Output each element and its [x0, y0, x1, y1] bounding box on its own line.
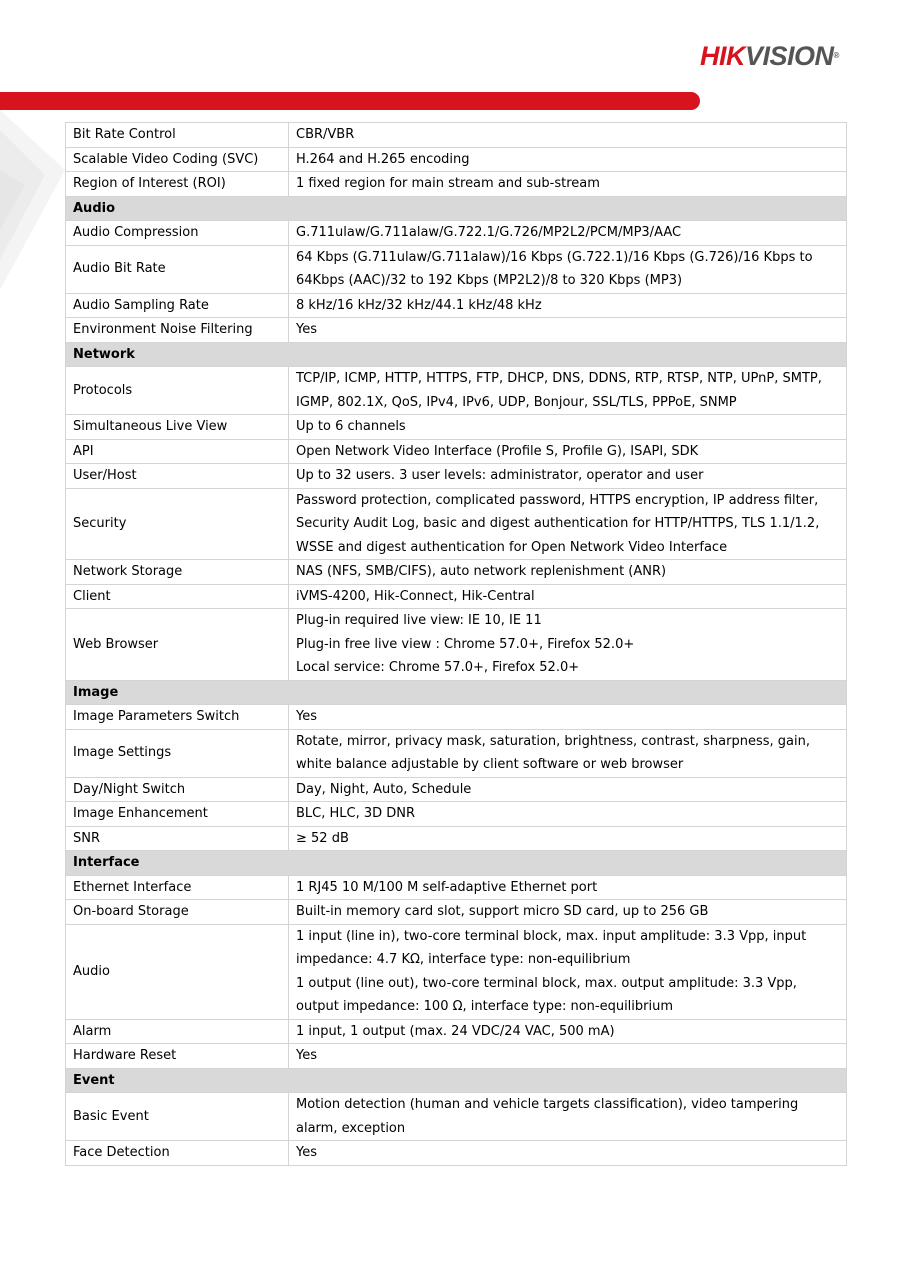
spec-value: [289, 729, 847, 777]
spec-row: [66, 123, 847, 148]
spec-label: API: [66, 439, 289, 464]
section-header: [66, 342, 847, 367]
spec-row: [66, 464, 847, 489]
spec-value-line: 1 input, 1 output (max. 24 VDC/24 VAC, 500 mA): [296, 1023, 615, 1039]
spec-value: [289, 367, 847, 415]
spec-value-line: NAS (NFS, SMB/CIFS), auto network replenishment (ANR): [296, 564, 667, 579]
spec-value-line: Password protection, complicated password, HTTPS encryption, IP address filter, Security Audit Log, basic and digest authentication for HTTP/HTTPS, TLS 1.1/1.2, WSSE and digest authentication for Open Network Video Interface: [296, 492, 820, 555]
section-title: Audio: [66, 196, 847, 221]
spec-value: [289, 439, 847, 464]
spec-value-line: ≥ 52 dB: [296, 830, 349, 846]
spec-label: Ethernet Interface: [66, 875, 289, 900]
spec-value-line: Yes: [296, 1048, 317, 1063]
spec-label: Bit Rate Control: [66, 123, 289, 148]
spec-value: [289, 464, 847, 489]
spec-label: Simultaneous Live View: [66, 415, 289, 440]
spec-label: Basic Event: [66, 1093, 289, 1141]
spec-row: [66, 826, 847, 851]
spec-row: [66, 221, 847, 246]
spec-value: [289, 705, 847, 730]
spec-label: Hardware Reset: [66, 1044, 289, 1069]
spec-label: Audio Bit Rate: [66, 245, 289, 293]
spec-value-line: TCP/IP, ICMP, HTTP, HTTPS, FTP, DHCP, DNS, DDNS, RTP, RTSP, NTP, UPnP, SMTP, IGMP, 802.1X, QoS, IPv4, IPv6, UDP, Bonjour, SSL/TLS, PPPoE, SNMP: [296, 371, 822, 410]
spec-value: [289, 123, 847, 148]
brand-logo-part1: HIK: [700, 41, 745, 71]
spec-value: [289, 1093, 847, 1141]
brand-logo-part2: VISION: [745, 41, 834, 71]
header-accent-bar: [0, 92, 700, 110]
spec-value-line: 1 output (line out), two-core terminal block, max. output amplitude: 3.3 Vpp, output impedance: 100 Ω, interface type: non-equilibrium: [296, 975, 797, 1014]
section-title: Image: [66, 680, 847, 705]
spec-row: [66, 924, 847, 1019]
spec-row: [66, 172, 847, 197]
spec-row: [66, 318, 847, 343]
spec-label: Environment Noise Filtering: [66, 318, 289, 343]
spec-value: [289, 900, 847, 925]
spec-row: [66, 777, 847, 802]
spec-value: [289, 875, 847, 900]
spec-label: Region of Interest (ROI): [66, 172, 289, 197]
spec-value-line: Up to 32 users. 3 user levels: administrator, operator and user: [296, 468, 704, 483]
spec-row: [66, 900, 847, 925]
section-title: Interface: [66, 851, 847, 876]
spec-value: [289, 221, 847, 246]
spec-label: Image Settings: [66, 729, 289, 777]
spec-label: Image Parameters Switch: [66, 705, 289, 730]
spec-value-line: Built-in memory card slot, support micro SD card, up to 256 GB: [296, 904, 709, 919]
spec-row: [66, 367, 847, 415]
spec-value: [289, 415, 847, 440]
spec-label: Web Browser: [66, 609, 289, 681]
spec-label: Image Enhancement: [66, 802, 289, 827]
section-header: [66, 680, 847, 705]
spec-value-line: 8 kHz/16 kHz/32 kHz/44.1 kHz/48 kHz: [296, 297, 542, 313]
spec-value-line: Open Network Video Interface (Profile S, Profile G), ISAPI, SDK: [296, 443, 699, 459]
spec-value: [289, 488, 847, 560]
spec-value-line: Day, Night, Auto, Schedule: [296, 781, 472, 797]
spec-value-line: Up to 6 channels: [296, 419, 406, 434]
spec-value-line: Local service: Chrome 57.0+, Firefox 52.0+: [296, 660, 580, 675]
spec-label: Audio Compression: [66, 221, 289, 246]
spec-value-line: Rotate, mirror, privacy mask, saturation, brightness, contrast, sharpness, gain, white balance adjustable by client software or web browser: [296, 733, 810, 772]
spec-row: [66, 584, 847, 609]
spec-table-body: [66, 123, 847, 1166]
spec-value: [289, 147, 847, 172]
spec-row: [66, 729, 847, 777]
spec-label: Scalable Video Coding (SVC): [66, 147, 289, 172]
spec-row: [66, 1044, 847, 1069]
spec-value-line: 1 RJ45 10 M/100 M self-adaptive Ethernet port: [296, 879, 598, 895]
spec-value-line: 1 input (line in), two-core terminal block, max. input amplitude: 3.3 Vpp, input impedance: 4.7 KΩ, interface type: non-equilibrium: [296, 928, 807, 967]
spec-value: [289, 826, 847, 851]
spec-row: [66, 245, 847, 293]
spec-value: [289, 1019, 847, 1044]
section-title: Network: [66, 342, 847, 367]
spec-row: [66, 802, 847, 827]
spec-label: On-board Storage: [66, 900, 289, 925]
spec-label: Network Storage: [66, 560, 289, 585]
spec-value-line: Plug-in free live view : Chrome 57.0+, Firefox 52.0+: [296, 636, 635, 652]
spec-row: [66, 293, 847, 318]
spec-value: [289, 318, 847, 343]
brand-logo: [700, 40, 870, 72]
spec-row: [66, 875, 847, 900]
spec-value-line: 64 Kbps (G.711ulaw/G.711alaw)/16 Kbps (G.722.1)/16 Kbps (G.726)/16 Kbps to 64Kbps (AAC)/32 to 192 Kbps (MP2L2)/8 to 320 Kbps (MP3): [296, 249, 813, 288]
spec-value: [289, 924, 847, 1019]
spec-row: [66, 147, 847, 172]
spec-value: [289, 777, 847, 802]
spec-value: [289, 293, 847, 318]
spec-value-line: 1 fixed region for main stream and sub-stream: [296, 176, 600, 191]
spec-value-line: Motion detection (human and vehicle targets classification), video tampering alarm, exception: [296, 1097, 799, 1136]
spec-value-line: G.711ulaw/G.711alaw/G.722.1/G.726/MP2L2/PCM/MP3/AAC: [296, 225, 682, 240]
spec-row: [66, 560, 847, 585]
section-title: Event: [66, 1068, 847, 1093]
spec-value-line: BLC, HLC, 3D DNR: [296, 806, 416, 821]
spec-value: [289, 172, 847, 197]
decorative-watermark: [0, 110, 70, 290]
spec-row: [66, 1019, 847, 1044]
spec-table: [65, 122, 847, 1166]
spec-value-line: CBR/VBR: [296, 127, 355, 142]
spec-value: [289, 802, 847, 827]
spec-label: SNR: [66, 826, 289, 851]
spec-row: [66, 1141, 847, 1166]
spec-label: Audio: [66, 924, 289, 1019]
spec-label: Day/Night Switch: [66, 777, 289, 802]
spec-value-line: Yes: [296, 322, 317, 337]
spec-value-line: H.264 and H.265 encoding: [296, 151, 470, 167]
spec-row: [66, 488, 847, 560]
section-header: [66, 1068, 847, 1093]
spec-row: [66, 705, 847, 730]
registered-mark: ®: [833, 51, 839, 60]
spec-label: Alarm: [66, 1019, 289, 1044]
spec-value: [289, 245, 847, 293]
spec-label: Security: [66, 488, 289, 560]
spec-value: [289, 1044, 847, 1069]
spec-label: Client: [66, 584, 289, 609]
section-header: [66, 851, 847, 876]
section-header: [66, 196, 847, 221]
spec-value: [289, 584, 847, 609]
spec-value: [289, 1141, 847, 1166]
spec-row: [66, 609, 847, 681]
spec-value-line: Yes: [296, 1145, 317, 1160]
spec-value: [289, 609, 847, 681]
spec-label: Audio Sampling Rate: [66, 293, 289, 318]
spec-value: [289, 560, 847, 585]
spec-label: Protocols: [66, 367, 289, 415]
spec-label: User/Host: [66, 464, 289, 489]
spec-value-line: Plug-in required live view: IE 10, IE 11: [296, 613, 542, 628]
spec-label: Face Detection: [66, 1141, 289, 1166]
spec-value-line: Yes: [296, 709, 317, 724]
spec-row: [66, 1093, 847, 1141]
spec-row: [66, 439, 847, 464]
spec-row: [66, 415, 847, 440]
spec-value-line: iVMS-4200, Hik-Connect, Hik-Central: [296, 588, 535, 604]
